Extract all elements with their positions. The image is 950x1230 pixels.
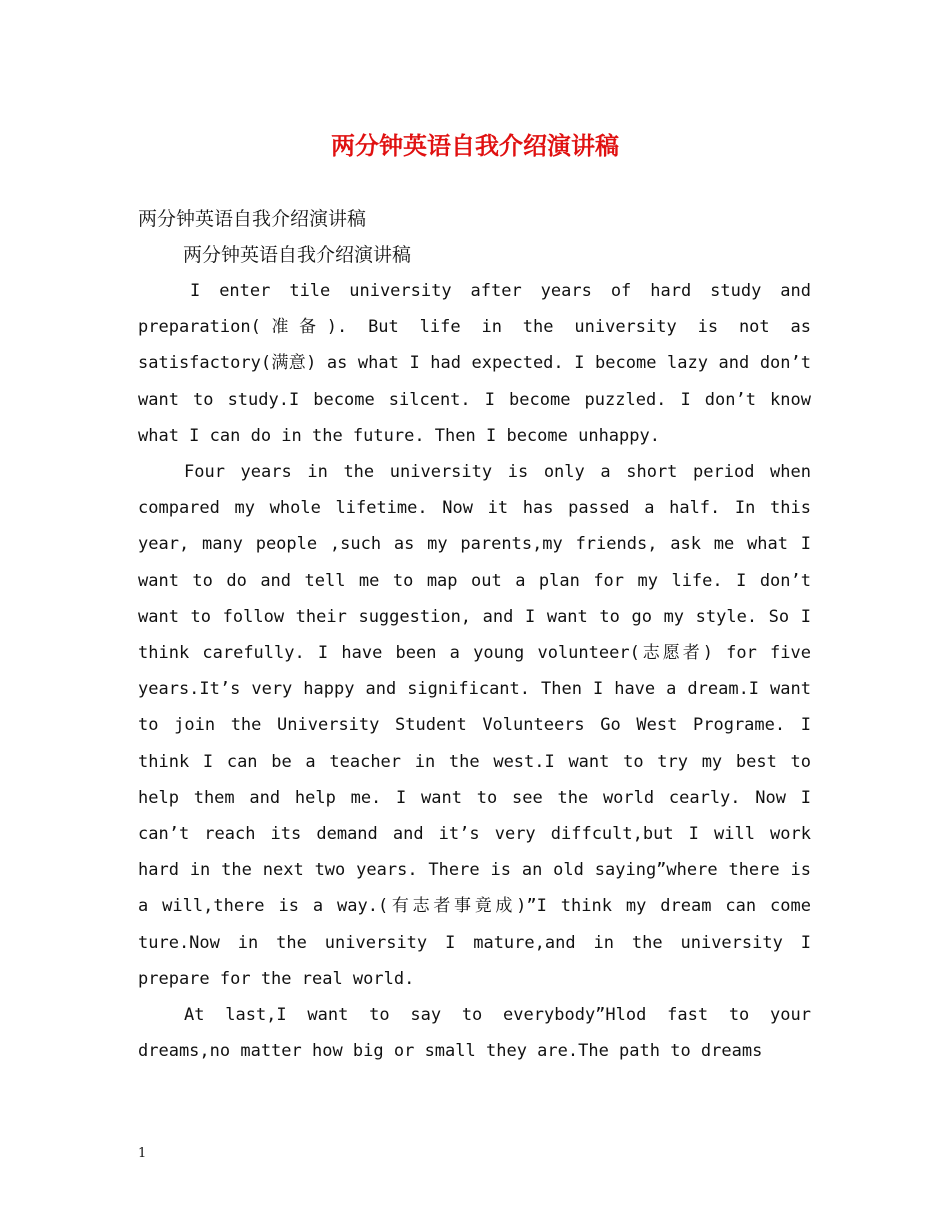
page-title: 两分钟英语自我介绍演讲稿: [331, 131, 619, 160]
section-heading: 两分钟英语自我介绍演讲稿: [138, 208, 367, 230]
page-number: 1: [138, 1146, 147, 1161]
paragraph-2: Four years in the university is only a short period when compared my whole lifetime. Now it has passed a half. In this year, many people ,such as my parents,my friends, ask me what I want to do and tell me to map out a plan for my life. I don’t want to follow their suggestion, and I want to go my style. So I think carefully. I have been a young volunteer(志愿者) for five years.It’s very happy and significant. Then I have a dream.I want to join the University Student Volunteers Go West Programe. I think I can be a teacher in the west.I want to try my best to help them and help me. I want to see the world cearly. Now I can’t reach its demand and it’s very diffcult,but I will work hard in the next two years. There is an old saying”where there is a will,there is a way.(有志者事竟成)”I think my dream can come ture.Now in the university I mature,and in the university I prepare for the real world.: [138, 462, 811, 989]
section-subheading: 两分钟英语自我介绍演讲稿: [183, 244, 412, 266]
paragraph-1: I enter tile university after years of hard study and preparation(准备). But life in the university is not as satisfactory(满意) as what I had expected. I become lazy and don’t want to study.I become silcent. I become puzzled. I don’t know what I can do in the future. Then I become unhappy.: [138, 281, 811, 446]
paragraph-3: At last,I want to say to everybody”Hlod fast to your dreams,no matter how big or small they are.The path to dreams: [138, 1005, 811, 1062]
body-text: [138, 273, 811, 1069]
